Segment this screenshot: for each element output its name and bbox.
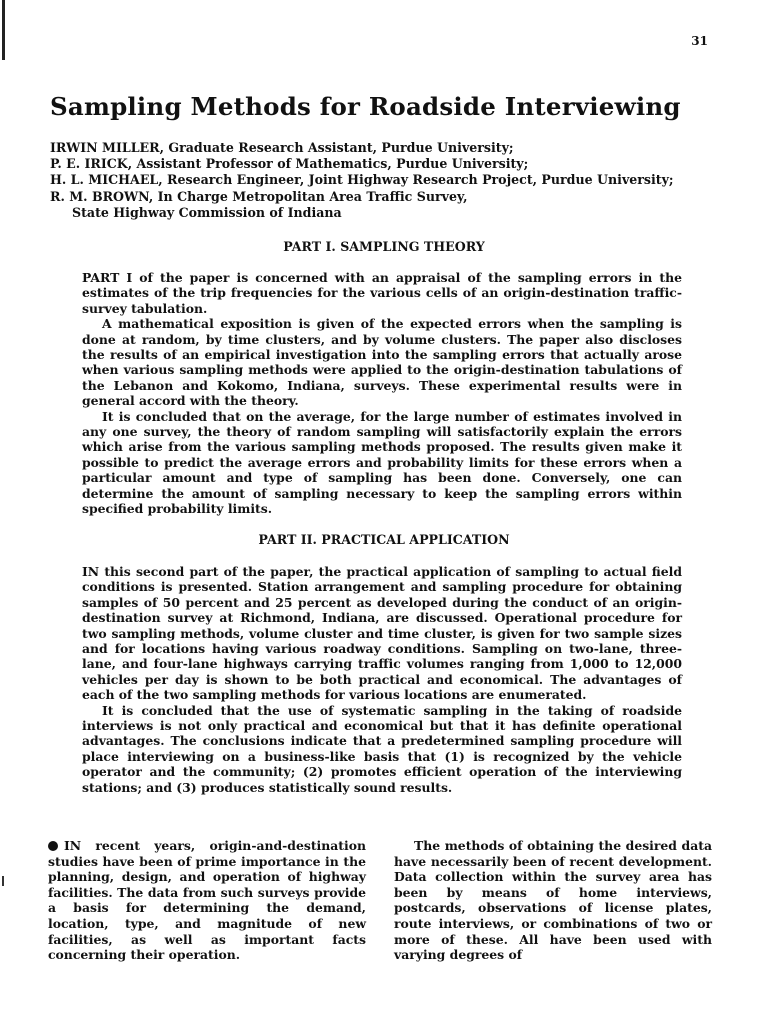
paper-title: Sampling Methods for Roadside Interviewing (50, 92, 681, 121)
abstract-paragraph: A mathematical exposition is given of the expected errors when the sampling is done at random, by time clusters, and by volume clusters. The paper also discloses the results of an empirical investigation into the sampling errors that actually arose when various sampling methods were applied to the origin-destination tabulations of the Lebanon and Kokomo, Indiana, surveys. These experimental results were in general accord with the theory. (82, 316, 682, 409)
author-line: P. E. IRICK, Assistant Professor of Mathematics, Purdue University; (50, 156, 529, 172)
bullet-icon (48, 841, 58, 851)
part2-abstract (82, 564, 682, 795)
author-line: IRWIN MILLER, Graduate Research Assistant, Purdue University; (50, 140, 514, 155)
body-column-left (48, 838, 366, 963)
body-text-left: IN recent years, origin-and-destination studies have been of prime importance in the planning, design, and operation of highway facilities. The data from such surveys provide a basis for determining the demand, location, type, and magnitude of new facilities, as well as important facts concerning their operation. (48, 838, 366, 963)
author-affiliation: State Highway Commission of Indiana (72, 204, 342, 220)
page-number: 31 (691, 34, 708, 48)
part2-heading: PART II. PRACTICAL APPLICATION (258, 532, 510, 547)
author-list (50, 140, 750, 221)
abstract-paragraph: It is concluded that the use of systematic sampling in the taking of roadside interviews is not only practical and economical but that it has definite operational advantages. The conclusions indicate that a predetermined sampling procedure will place interviewing on a business-like basis that (1) is recognized by the vehicle operator and the community; (2) promotes efficient operation of the interviewing stations; and (3) produces statistically sound results. (82, 702, 682, 795)
scan-edge-tick (2, 876, 4, 886)
author-line: H. L. MICHAEL, Research Engineer, Joint Highway Research Project, Purdue University; (50, 172, 674, 188)
body-column-right: The methods of obtaining the desired data have necessarily been of recent development. Data collection within the survey area has been by means of home interviews, postcards, observations of license plates, route interviews, or combinations of two or more of these. All have been used with varying degrees of (394, 838, 712, 963)
abstract-paragraph: IN this second part of the paper, the practical application of sampling to actual field conditions is presented. Station arrangement and sampling procedure for obtaining samples of 50 percent and 25 percent as developed during the conduct of an origin-destination survey at Richmond, Indiana, are discussed. Operational procedure for two sampling methods, volume cluster and time cluster, is given for two sample sizes and for locations having various roadway conditions. Sampling on two-lane, three-lane, and four-lane highways carrying traffic volumes ranging from 1,000 to 12,000 vehicles per day is shown to be both practical and economical. The advantages of each of the two sampling methods for various locations are enumerated. (82, 564, 682, 703)
part1-abstract (82, 270, 682, 517)
abstract-paragraph: It is concluded that on the average, for the large number of estimates involved in any one survey, the theory of random sampling will satisfactorily explain the errors which arise from the various sampling methods proposed. The results given make it possible to predict the average errors and probability limits for these errors when a particular amount and type of sampling has been done. Conversely, one can determine the amount of sampling necessary to keep the sampling errors within specified probability limits. (82, 408, 682, 517)
scan-edge-mark (2, 0, 5, 60)
author-line: R. M. BROWN, In Charge Metropolitan Area Traffic Survey, (50, 188, 468, 204)
part1-heading: PART I. SAMPLING THEORY (283, 239, 485, 254)
abstract-paragraph: PART I of the paper is concerned with an appraisal of the sampling errors in the estimates of the trip frequencies for the various cells of an origin-destination traffic-survey tabulation. (82, 270, 682, 316)
